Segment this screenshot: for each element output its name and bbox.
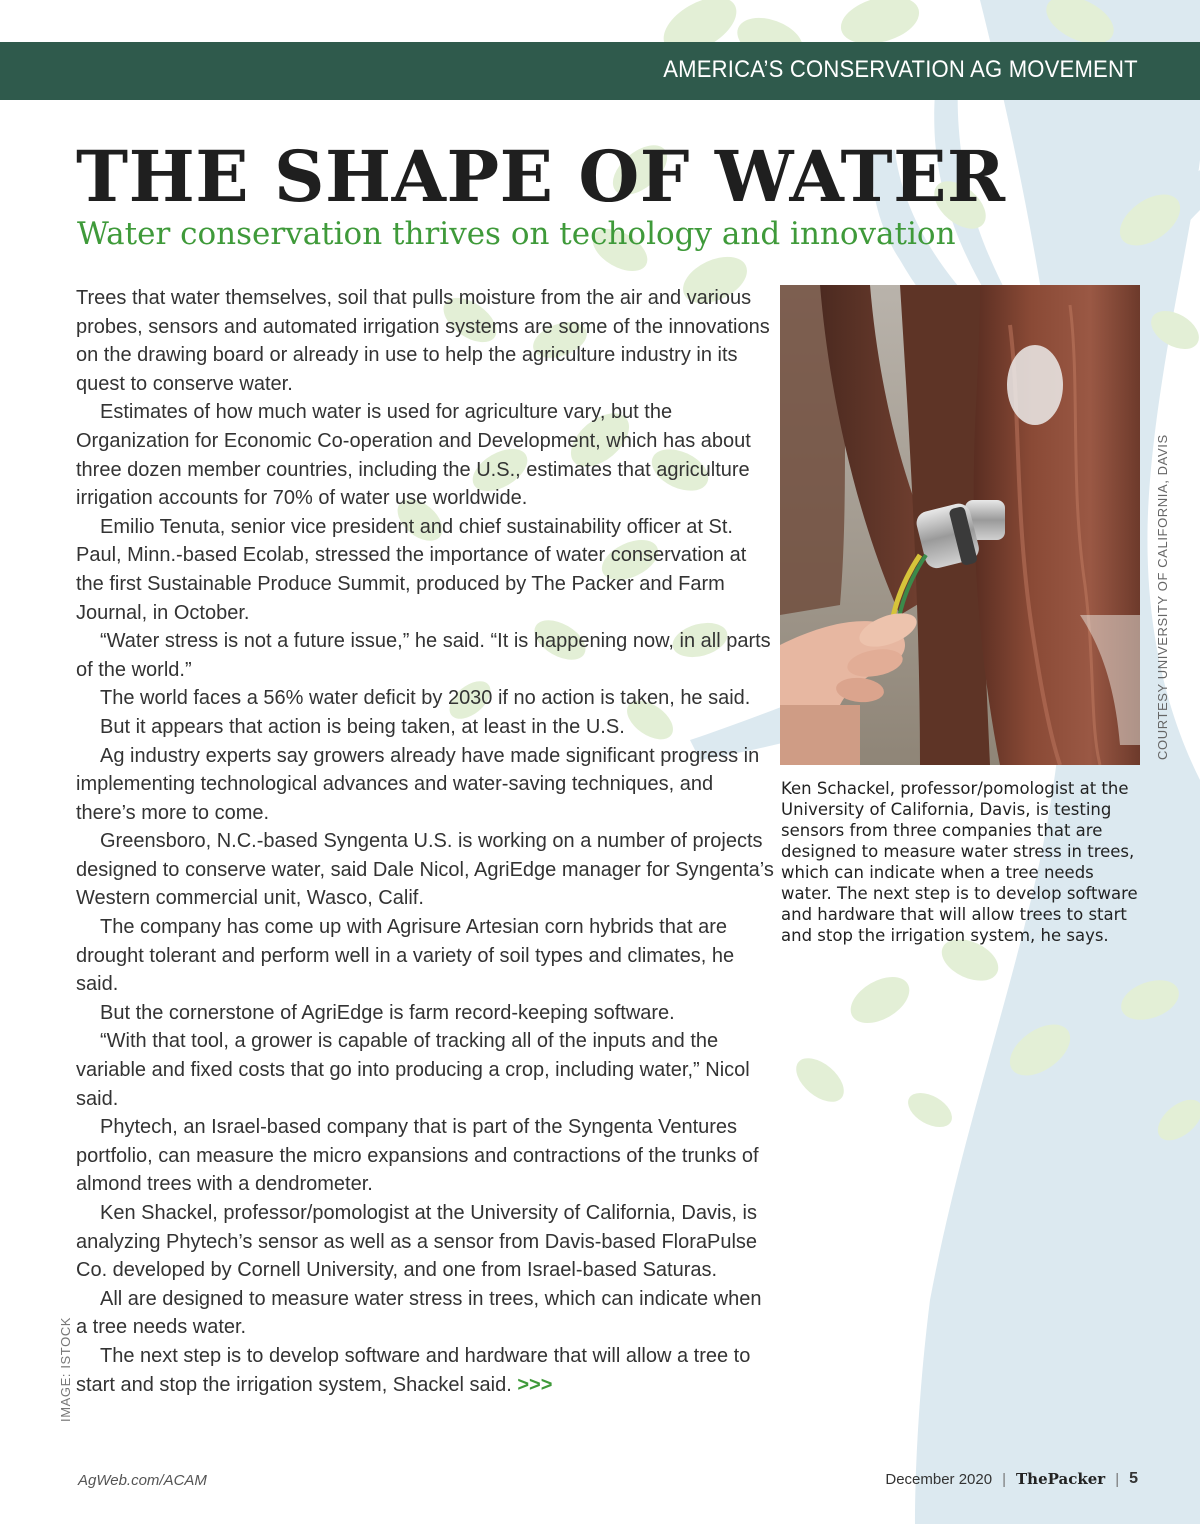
article-paragraph-text: The next step is to develop software and hardware that will allow a tree to start and stop the irrigation system, Shackel said. <box>76 1344 751 1396</box>
article-paragraph: But it appears that action is being taken, at least in the U.S. <box>100 715 625 738</box>
section-header-bar <box>0 42 1200 100</box>
article-paragraph: Emilio Tenuta, senior vice president and chief sustainability officer at St. Paul, Minn.-based Ecolab, stressed the importance of water conservation at the first Sustainable Produce Summit, produced by The Packer and Farm Journal, in October. <box>76 515 747 624</box>
continued-marker[interactable]: >>> <box>517 1373 553 1396</box>
article-paragraph: Ken Shackel, professor/pomologist at the University of California, Davis, is analyzing Phytech’s sensor as well as a sensor from Davis-based FloraPulse Co. developed by Cornell University, and one from Israel-based Saturas. <box>76 1202 758 1282</box>
photo-caption: Ken Schackel, professor/pomologist at the University of California, Davis, is testing sensors from three companies that are designed to measure water stress in trees, which can indicate when a tree needs water. The next step is to develop software and hardware that will allow trees to start and stop the irrigation system, he says. <box>781 779 1138 945</box>
article-paragraph: Phytech, an Israel-based company that is part of the Syngenta Ventures portfolio, can measure the micro expansions and contractions of the trunks of almond trees with a dendrometer. <box>76 1116 759 1196</box>
article-body <box>76 284 776 1399</box>
page-number: 5 <box>1129 1470 1138 1487</box>
tree-sensor-photo <box>780 285 1140 765</box>
article-paragraph: Trees that water themselves, soil that pulls moisture from the air and various probes, sensors and automated irrigation systems are some of the innovations on the drawing board or already in use to help the agriculture industry in its quest to conserve water. <box>76 287 770 395</box>
article-paragraph: The world faces a 56% water deficit by 2030 if no action is taken, he said. <box>100 687 751 710</box>
article-paragraph: “Water stress is not a future issue,” he said. “It is happening now, in all parts of the world.” <box>76 630 771 681</box>
footer-url[interactable]: AgWeb.com/ACAM <box>78 1472 207 1489</box>
article-paragraph: All are designed to measure water stress in trees, which can indicate when a tree needs water. <box>76 1287 762 1339</box>
photo-credit: COURTESY UNIVERSITY OF CALIFORNIA, DAVIS <box>1155 434 1170 760</box>
background-image-credit: IMAGE: ISTOCK <box>58 1316 73 1422</box>
article-paragraph: Ag industry experts say growers already have made significant progress in implementing technological advances and water-saving techniques, and there’s more to come. <box>76 744 760 824</box>
section-title: AMERICA’S CONSERVATION AG MOVEMENT <box>663 56 1138 83</box>
article-paragraph: “With that tool, a grower is capable of tracking all of the inputs and the variable and fixed costs that go into producing a crop, including water,” Nicol said. <box>76 1030 750 1110</box>
footer-date: December 2020 <box>885 1470 993 1488</box>
footer-separator: | <box>1115 1470 1120 1488</box>
footer-publication: ThePacker <box>1016 1470 1106 1488</box>
article-paragraph: Greensboro, N.C.-based Syngenta U.S. is working on a number of projects designed to conserve water, said Dale Nicol, AgriEdge manager for Syngenta’s Western commercial unit, Wasco, Calif. <box>76 830 774 910</box>
article-paragraph-last <box>76 1342 776 1399</box>
article-subtitle: Water conservation thrives on techology and innovation <box>77 216 956 252</box>
footer-info <box>885 1470 1138 1488</box>
article-title: THE SHAPE OF WATER <box>76 135 1006 218</box>
article-paragraph: But the cornerstone of AgriEdge is farm record-keeping software. <box>100 1001 675 1024</box>
footer-separator: | <box>1002 1470 1006 1488</box>
article-paragraph: Estimates of how much water is used for agriculture vary, but the Organization for Economic Co-operation and Development, which has about three dozen member countries, including the U.S., estimates that agriculture irrigation accounts for 70% of water use worldwide. <box>76 401 751 510</box>
article-paragraph: The company has come up with Agrisure Artesian corn hybrids that are drought tolerant and perform well in a variety of soil types and climates, he said. <box>76 916 735 996</box>
